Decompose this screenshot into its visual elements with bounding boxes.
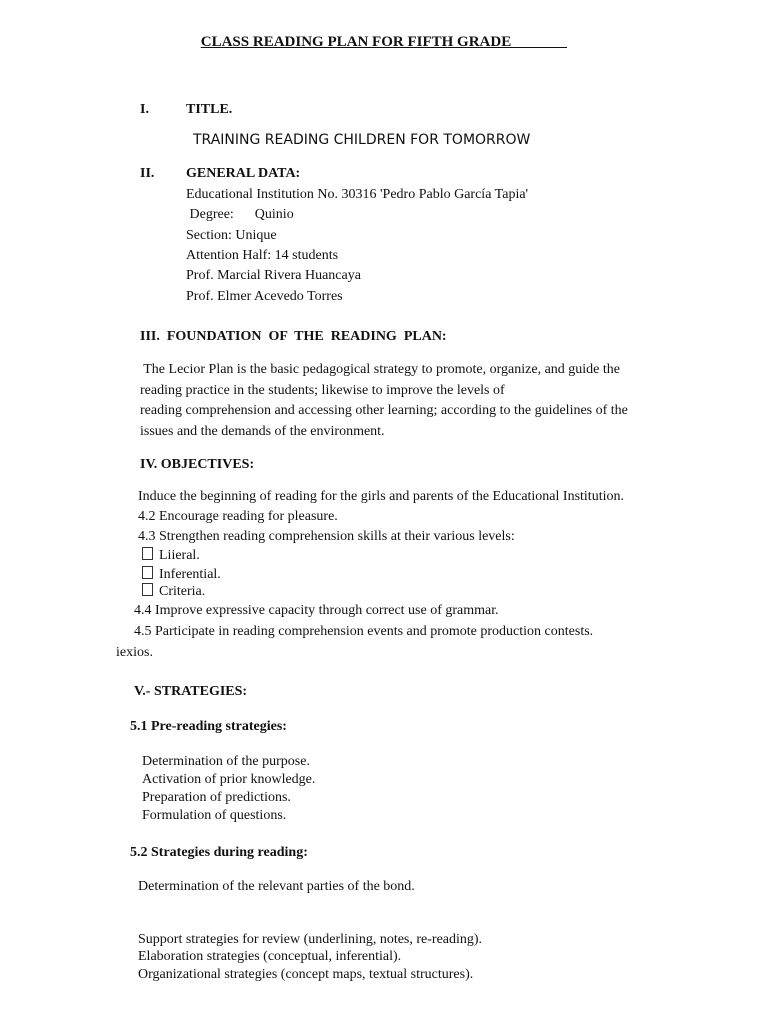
strategy-item: Elaboration strategies (conceptual, inferential). [138, 949, 402, 964]
level-item-label: Criteria. [159, 584, 206, 599]
strategy-item: Determination of the purpose. [142, 754, 310, 769]
subsection-5-2-heading: 5.2 Strategies during reading: [130, 845, 308, 860]
bullet-box-icon [142, 583, 153, 596]
foundation-paragraph-line: The Lecior Plan is the basic pedagogical strategy to promote, organize, and guide the [140, 362, 620, 377]
level-item-label: Inferential. [159, 567, 221, 582]
section-4-heading: IV. OBJECTIVES: [140, 457, 255, 472]
objective-line: 4.5 Participate in reading comprehension events and promote production contests. [134, 624, 594, 639]
plan-title-text: TRAINING READING CHILDREN FOR TOMORROW [193, 132, 531, 148]
general-data-line: Prof. Marcial Rivera Huancaya [186, 268, 361, 283]
level-item-label: Liieral. [159, 548, 200, 563]
foundation-paragraph-line: reading practice in the students; likewise to improve the levels of [140, 383, 505, 398]
section-3-heading: III. FOUNDATION OF THE READING PLAN: [140, 329, 447, 344]
level-item [142, 583, 205, 601]
objective-line: 4.4 Improve expressive capacity through correct use of grammar. [134, 603, 499, 618]
strategy-item: Preparation of predictions. [142, 790, 291, 805]
section-1-heading: TITLE. [186, 102, 233, 117]
strategy-item: Formulation of questions. [142, 808, 287, 823]
strategy-item: Support strategies for review (underlining, notes, re-reading). [138, 932, 483, 947]
general-data-line: Section: Unique [186, 228, 277, 243]
strategy-item: Activation of prior knowledge. [142, 772, 316, 787]
section-2-number: II. [140, 166, 155, 181]
level-item [142, 547, 200, 565]
document-title-text: CLASS READING PLAN FOR FIFTH GRADE [200, 34, 512, 50]
document-title [0, 33, 768, 51]
general-data-line: Prof. Elmer Acevedo Torres [186, 289, 343, 304]
foundation-paragraph-line: issues and the demands of the environment. [140, 424, 385, 439]
strategy-item: Determination of the relevant parties of the bond. [138, 879, 415, 894]
title-underline-extension [511, 33, 567, 48]
general-data-line: Attention Half: 14 students [186, 248, 339, 263]
section-2-heading: GENERAL DATA: [186, 166, 301, 181]
strategy-item: Organizational strategies (concept maps, textual structures). [138, 967, 474, 982]
bullet-box-icon [142, 547, 153, 560]
foundation-paragraph-line: reading comprehension and accessing other learning; according to the guidelines of the [140, 403, 628, 418]
section-5-heading: V.- STRATEGIES: [134, 684, 248, 699]
bullet-box-icon [142, 566, 153, 579]
general-data-line: Educational Institution No. 30316 'Pedro Pablo García Tapia' [186, 187, 529, 202]
subsection-5-1-heading: 5.1 Pre-reading strategies: [130, 719, 287, 734]
section-1-number: I. [140, 102, 149, 117]
objective-line: 4.2 Encourage reading for pleasure. [138, 509, 338, 524]
general-data-line: Degree: Quinio [186, 207, 294, 222]
objective-line: Induce the beginning of reading for the girls and parents of the Educational Institution. [138, 489, 624, 504]
stray-fragment: iexios. [116, 645, 153, 660]
level-item [142, 566, 221, 584]
objective-line: 4.3 Strengthen reading comprehension skills at their various levels: [138, 529, 515, 544]
